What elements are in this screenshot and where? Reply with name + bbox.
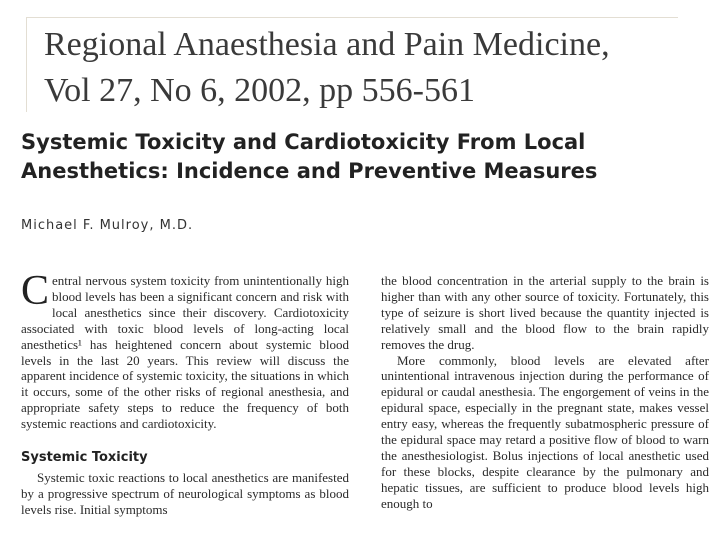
left-column	[21, 268, 349, 518]
paper-title	[21, 128, 711, 186]
paper-title-line-2: Anesthetics: Incidence and Preventive Measures	[21, 159, 598, 183]
right-paragraph-2: More commonly, blood levels are elevated after unintentional intravenous injection during the performance of epidural or caudal anesthesia. The engorgement of veins in the epidural space, especially in the pregnant state, makes vessel entry easy, whereas the frequently subatmospheric pressure of the epidural space may retard a positive flow of blood to warn the anesthesiologist. Bolus injections of local anesthetic used for these blocks, despite clearance by the pulmonary and hepatic tissues, are sufficient to produce blood levels high enough to	[381, 352, 709, 511]
slide-title-line-2: Vol 27, No 6, 2002, pp 556-561	[44, 72, 475, 109]
slide-frame-top-rule	[26, 17, 678, 18]
slide-title	[44, 22, 684, 114]
intro-text: entral nervous system toxicity from unintentionally high blood levels has been a significant concern and risk with local anesthetics since their discovery. Cardiotoxicity associated with toxic blood levels of long-acting local anesthetics¹ has heightened concern about systemic blood levels in the last 20 years. This review will discuss the apparent incidence of systemic toxicity, the situations in which it occurs, some of the other risks of regional anesthesia, and appropriate safety steps to reduce the frequency of both systemic reactions and cardiotoxicity.	[21, 273, 349, 432]
paper-scan	[0, 118, 720, 540]
intro-paragraph	[21, 268, 349, 432]
section-heading: Systemic Toxicity	[21, 450, 148, 466]
drop-cap: C	[21, 268, 50, 314]
section-paragraph: Systemic toxic reactions to local anesthetics are manifested by a progressive spectrum of neurological symptoms as blood levels rise. Initial symptoms	[21, 469, 349, 517]
right-column	[381, 273, 709, 512]
paper-title-line-1: Systemic Toxicity and Cardiotoxicity From Local	[21, 130, 586, 154]
slide-title-line-1: Regional Anaesthesia and Pain Medicine,	[44, 26, 610, 63]
slide-frame-left-rule	[26, 17, 27, 112]
paper-author: Michael F. Mulroy, M.D.	[21, 218, 194, 233]
right-paragraph-1: the blood concentration in the arterial supply to the brain is higher than with any other source of toxicity. Fortunately, this type of seizure is short lived because the quantity injected is relatively small and the blood flow to the brain rapidly removes the drug.	[381, 273, 709, 352]
